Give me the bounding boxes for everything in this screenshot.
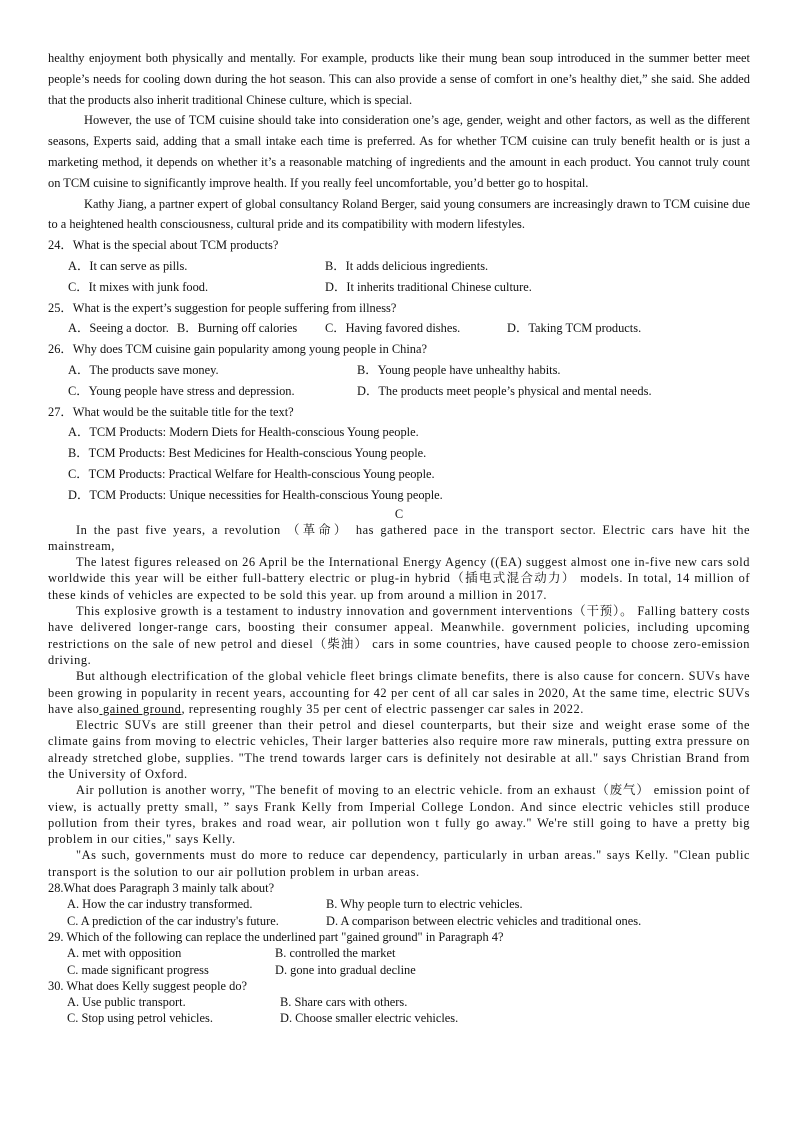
paragraph-4-text-after: , representing roughly 35 per cent of electric passenger car sales in 2022. <box>181 701 584 716</box>
option-27-d[interactable]: D．TCM Products: Unique necessities for Health-conscious Young people. <box>68 487 443 502</box>
question-25-stem: 25．What is the expert’s suggestion for people suffering from illness? <box>48 300 397 315</box>
option-27-c[interactable]: C．TCM Products: Practical Welfare for Health-conscious Young people. <box>68 466 435 481</box>
option-30-b[interactable]: B. Share cars with others. <box>280 995 408 1010</box>
option-25-c[interactable]: C．Having favored dishes. <box>325 321 461 336</box>
question-29-options-row-2 <box>48 962 750 978</box>
question-26-options-row-2 <box>48 381 750 402</box>
option-28-d[interactable]: D. A comparison between electric vehicles and traditional ones. <box>326 913 642 928</box>
option-30-d[interactable]: D. Choose smaller electric vehicles. <box>280 1011 459 1026</box>
option-26-d[interactable]: D．The products meet people’s physical and mental needs. <box>357 383 652 398</box>
option-24-b[interactable]: B．It adds delicious ingredients. <box>325 258 489 273</box>
question-26-stem: 26．Why does TCM cuisine gain popularity among young people in China? <box>48 342 428 357</box>
option-25-a[interactable]: A．Seeing a doctor. <box>68 321 169 336</box>
section-c-paragraph-3: This explosive growth is a testament to industry innovation and government interventions（干预）。 Falling battery costs have delivered longer-range cars, boosting their consumer appeal. Meanwhile. government policies, including upcoming restrictions on the sale of new petrol and diesel（柴油） cars in some countries, have caused people to choose zero-emission driving. <box>48 604 750 667</box>
question-25 <box>48 298 750 340</box>
option-29-b[interactable]: B. controlled the market <box>275 946 396 961</box>
question-28-stem: 28.What does Paragraph 3 mainly talk about? <box>48 881 275 896</box>
section-c-paragraph-1: In the past five years, a revolution （革命） has gathered pace in the transport sector. Electric cars have hit the mainstream, <box>48 522 750 553</box>
question-29 <box>48 929 750 978</box>
option-27-b[interactable]: B．TCM Products: Best Medicines for Health-conscious Young people. <box>68 446 427 461</box>
question-24-options-row-1 <box>48 256 750 277</box>
option-26-c[interactable]: C．Young people have stress and depression. <box>68 383 295 398</box>
option-30-c[interactable]: C. Stop using petrol vehicles. <box>67 1011 213 1026</box>
option-24-d[interactable]: D．It inherits traditional Chinese culture. <box>325 279 532 294</box>
section-c-paragraph-4 <box>48 668 750 717</box>
exam-page <box>48 48 750 1027</box>
question-28-options-row-1 <box>48 896 750 912</box>
question-30-options-row-2 <box>48 1010 750 1026</box>
question-29-stem: 29. Which of the following can replace the underlined part "gained ground" in Paragraph 4? <box>48 929 504 944</box>
question-28-options-row-2 <box>48 913 750 929</box>
passage-b-paragraph-1: healthy enjoyment both physically and mentally. For example, products like their mung bean soup introduced in the summer better meet people’s needs for cooling down during the hot season. This can also provide a sense of comfort in one’s healthy diet,” she said. She added that the products also inherit traditional Chinese culture, which is special. <box>48 51 750 107</box>
section-c-heading: C <box>394 506 404 521</box>
question-25-options <box>48 318 750 339</box>
question-24 <box>48 235 750 297</box>
question-28 <box>48 880 750 929</box>
question-29-options-row-1 <box>48 945 750 961</box>
section-c-paragraph-6: Air pollution is another worry, "The benefit of moving to an electric vehicle. from an exhaust（废气） emission point of view, is actually pretty small, ” says Frank Kelly from Imperial College London. And since electric vehicles still produce pollution from their tyres, brakes and road wear, air pollution won t fully go away." We're still going to have a pretty big problem in our cities," says Kelly. <box>48 783 750 847</box>
question-26-options-row-1 <box>48 360 750 381</box>
option-26-b[interactable]: B．Young people have unhealthy habits. <box>357 362 561 377</box>
question-26 <box>48 339 750 401</box>
option-28-a[interactable]: A. How the car industry transformed. <box>67 897 253 912</box>
question-24-options-row-2 <box>48 277 750 298</box>
question-30-stem: 30. What does Kelly suggest people do? <box>48 978 248 993</box>
section-c-paragraph-2: The latest figures released on 26 April be the International Energy Agency ((EA) suggest almost one in-five new cars sold worldwide this year will be either full-battery electric or plug-in hybrid（插电式混合动力） models. In total, 14 million of these kinds of vehicles are expected to be sold this year. up from around a million in 2017. <box>48 555 750 602</box>
option-30-a[interactable]: A. Use public transport. <box>67 995 186 1010</box>
option-26-a[interactable]: A．The products save money. <box>68 362 219 377</box>
option-24-c[interactable]: C．It mixes with junk food. <box>68 279 209 294</box>
option-28-c[interactable]: C. A prediction of the car industry's future. <box>67 913 279 928</box>
option-25-d[interactable]: D．Taking TCM products. <box>507 321 642 336</box>
option-27-a[interactable]: A．TCM Products: Modern Diets for Health-conscious Young people. <box>68 425 419 440</box>
option-29-d[interactable]: D. gone into gradual decline <box>275 962 416 977</box>
option-29-c[interactable]: C. made significant progress <box>67 962 209 977</box>
question-30-options-row-1 <box>48 994 750 1010</box>
question-24-stem: 24．What is the special about TCM products? <box>48 238 279 253</box>
section-c-paragraph-7: "As such, governments must do more to reduce car dependency, particularly in urban areas." says Kelly. "Clean public transport is the solution to our air pollution problem in urban areas. <box>48 848 750 879</box>
passage-b-paragraph-2: However, the use of TCM cuisine should take into consideration one’s age, gender, weight and other factors, as well as the different seasons, Experts said, adding that a small intake each time is preferred. As for whether TCM cuisine can truly benefit health or is just a marketing method, it depends on whether it’s a reasonable matching of ingredients and the amount in each product. You cannot truly count on TCM cuisine to significantly improve health. If you really feel uncomfortable, you’d better go to hospital. <box>48 113 750 190</box>
paragraph-4-text-before: But although electrification of the global vehicle fleet brings climate benefits, there is also cause for concern. SUVs have been growing in popularity in recent years, accounting for 42 per cent of all car sales in 2020, At the same time, electric SUVs have also <box>48 669 750 716</box>
passage-b-paragraph-3: Kathy Jiang, a partner expert of global consultancy Roland Berger, said young consumers are increasingly drawn to TCM cuisine due to a heightened health consciousness, cultural pride and its compatibility with modern lifestyles. <box>48 196 750 232</box>
question-27-stem: 27．What would be the suitable title for the text? <box>48 404 294 419</box>
option-29-a[interactable]: A. met with opposition <box>67 946 182 961</box>
underlined-phrase: gained ground <box>99 701 182 716</box>
question-30 <box>48 978 750 1027</box>
option-28-b[interactable]: B. Why people turn to electric vehicles. <box>326 897 523 912</box>
option-25-b[interactable]: B．Burning off calories <box>177 321 298 336</box>
question-27 <box>48 402 750 506</box>
section-c-paragraph-5: Electric SUVs are still greener than their petrol and diesel counterparts, but their size and weight erase some of the climate gains from moving to electric vehicles, Their larger batteries also require more raw minerals, putting extra pressure on already stretched globe, supplies. "The trend towards larger cars is definitely not desirable at all." says Christian Brand from the University of Oxford. <box>48 718 750 781</box>
option-24-a[interactable]: A．It can serve as pills. <box>68 258 188 273</box>
